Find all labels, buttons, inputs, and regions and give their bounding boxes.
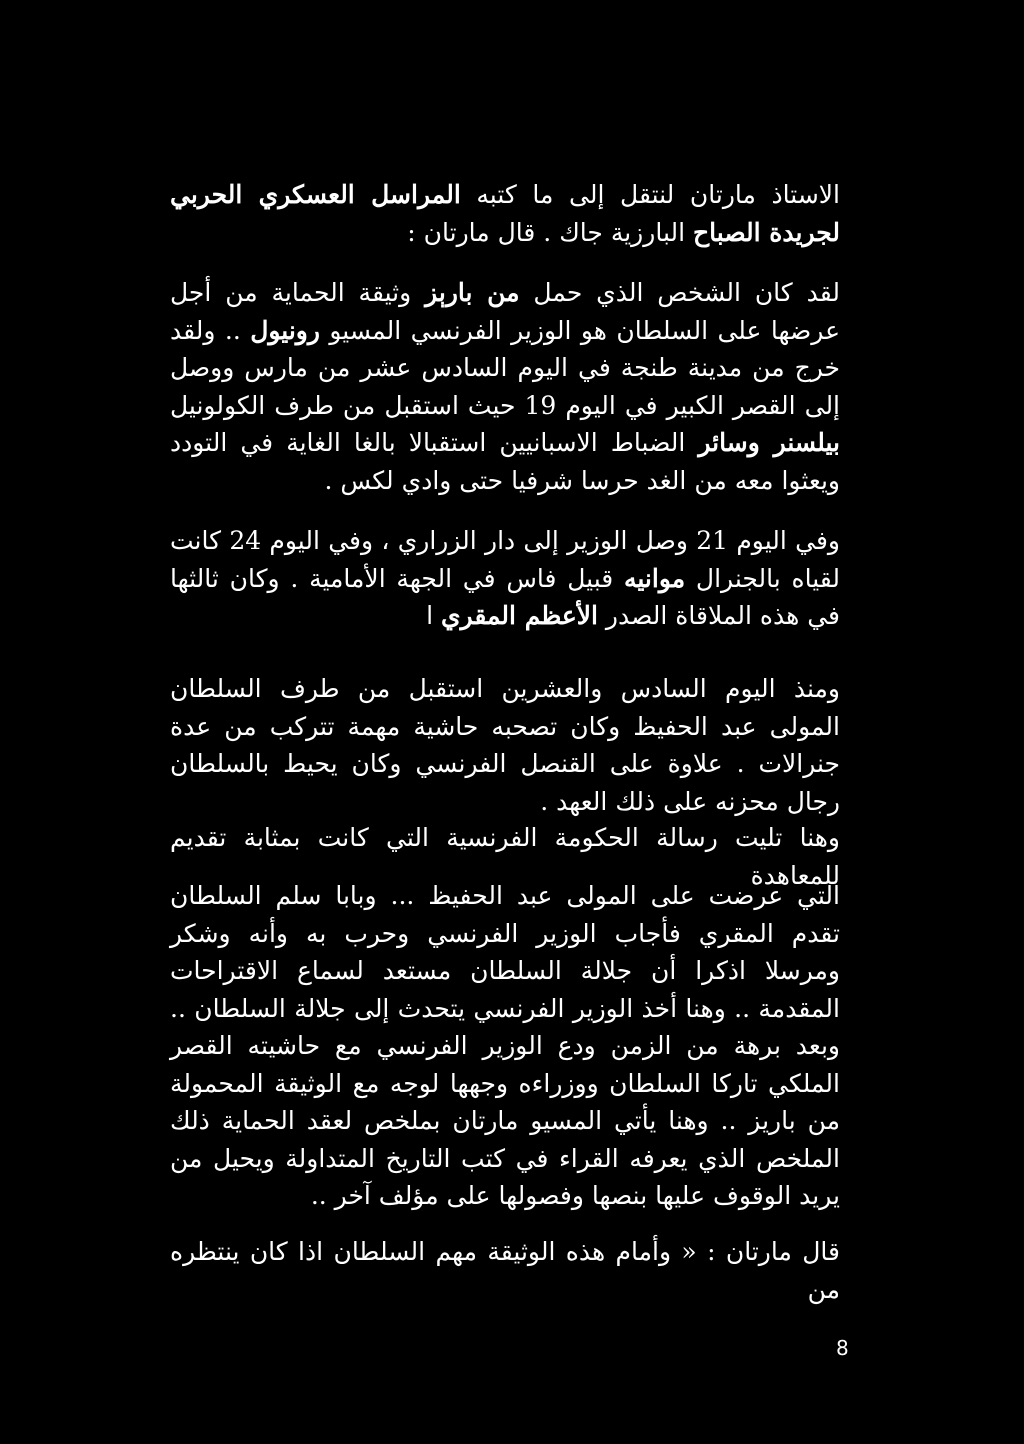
page-number: 8: [836, 1336, 849, 1360]
paragraph-2-mid-2: .. ولقد خرج من مدينة طنجة في اليوم السادس عشر من مارس ووصل إلى القصر الكبير في اليوم 19 حيث استقبل من طرف الكولونيل: [170, 315, 841, 420]
paragraph-2-bold-2: رونيول: [250, 315, 320, 345]
paragraph-3-pre: وفي اليوم 21 وصل الوزير إلى دار الزراري ، وفي اليوم 24 كانت لقياه بالجنرال: [170, 526, 841, 593]
paragraph-2-pre: لقد كان الشخص الذي حمل: [519, 278, 840, 307]
paragraph-4-text: ومنذ اليوم السادس والعشرين استقبل من طرف السلطان المولى عبد الحفيظ وكان تصحبه حاشية مهمة تتركب من عدة جنرالات . علاوة على القنصل الفرنسي وكان يحيط بالسلطان رجال محزنه على ذلك العهد .: [170, 674, 840, 816]
paragraph-6: [170, 877, 840, 1215]
paragraph-2-bold-3: بيلسنر وسائر: [698, 428, 840, 457]
paragraph-3-mid-1: قبيل فاس في الجهة الأمامية . وكان ثالثها في هذه الملاقاة الصدر: [170, 563, 840, 630]
paragraph-1-bold: المراسل العسكري الحربي لجريدة الصباح: [170, 180, 840, 247]
paragraph-2: [170, 274, 840, 499]
paragraph-6-text: التي عرضت على المولى عبد الحفيظ ... وبابا سلم السلطان تقدم المقري فأجاب الوزير الفرنسي وحرب به وأنه وشكر ومرسلا اذكرا أن جلالة السلطان مستعد لسماع الاقتراحات المقدمة .. وهنا أخذ الوزير الفرنسي يتحدث إلى جلالة السلطان .. وبعد برهة من الزمن ودع الوزير الفرنسي مع حاشيته القصر الملكي تاركا السلطان ووزراءه وجهها لوجه مع الوثيقة المحمولة من باريز .. وهنا يأتي المسيو مارتان بملخص لعقد الحماية ذلك الملخص الذي يعرفه القراء في كتب التاريخ المتداولة ويحيل من يريد الوقوف عليها بنصها وفصولها على مؤلف آخر ..: [170, 881, 840, 1210]
paragraph-3-bold-1: موانيه: [623, 563, 686, 593]
paragraph-1: [170, 176, 840, 251]
paragraph-2-mid-1: وثيقة الحماية من أجل عرضها على السلطان هو الوزير الفرنسي المسيو: [170, 278, 840, 345]
paragraph-3-bold-2: الأعظم المقري: [440, 601, 598, 630]
paragraph-3: [170, 522, 840, 635]
paragraph-7-text: قال مارتان : « وأمام هذه الوثيقة مهم السلطان اذا كان ينتظره من: [170, 1237, 840, 1304]
paragraph-1-post: البارزية جاك . قال مارتان :: [407, 217, 694, 247]
paragraph-2-post: الضباط الاسبانيين استقبالا بالغا الغاية في التودد ويعثوا معه من الغد حرسا شرفيا حتى وادي لكس .: [170, 428, 840, 495]
paragraph-1-pre: الاستاذ مارتان لنتقل إلى ما كتبه: [460, 180, 840, 209]
paragraph-4: [170, 670, 840, 820]
paragraph-5-text: وهنا تليت رسالة الحكومة الفرنسية التي كانت بمثابة تقديم للمعاهدة: [170, 823, 840, 890]
paragraph-2-bold-1: من بارېز: [425, 278, 520, 307]
paragraph-3-post: ا: [426, 601, 441, 630]
paragraph-7: [170, 1233, 840, 1308]
